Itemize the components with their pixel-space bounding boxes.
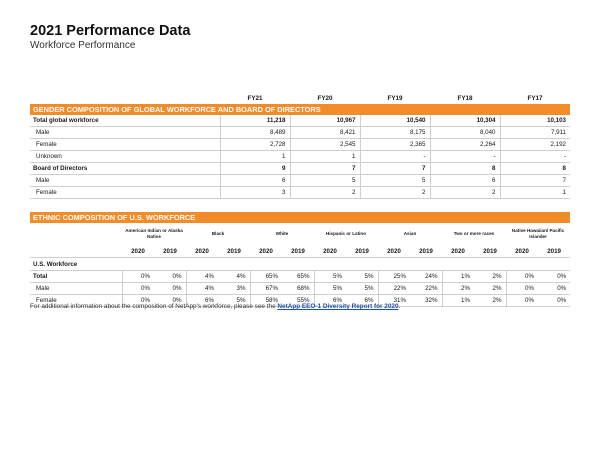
cell: 0% — [154, 295, 186, 307]
year-header: 2019 — [282, 245, 314, 258]
group-header: Native Hawaiian/ Pacific Islander — [511, 228, 565, 239]
cell: 0% — [122, 271, 154, 283]
table-row — [30, 127, 570, 139]
year-header: 2020 — [250, 245, 282, 258]
cell: 65% — [282, 271, 314, 283]
year-header: FY21 — [247, 94, 263, 102]
cell: 2 — [430, 187, 500, 199]
cell: 6% — [186, 295, 218, 307]
cell: 2,365 — [360, 139, 430, 151]
year-header: 2020 — [378, 245, 410, 258]
group-header: Black — [211, 231, 225, 236]
row-label: Unknown — [30, 151, 220, 163]
cell: 0% — [122, 283, 154, 295]
table-row — [30, 175, 570, 187]
year-header: FY18 — [457, 94, 473, 102]
cell: 8,489 — [220, 127, 290, 139]
cell: 0% — [122, 295, 154, 307]
year-header: 2020 — [186, 245, 218, 258]
year-header: FY17 — [527, 94, 543, 102]
ethnic-banner-label: ETHNIC COMPOSITION OF U.S. WORKFORCE — [30, 212, 570, 223]
year-header: FY19 — [387, 94, 403, 102]
cell: 22% — [378, 283, 410, 295]
cell: 1 — [500, 187, 570, 199]
year-header: 2019 — [410, 245, 442, 258]
section-banner — [30, 212, 570, 223]
cell: 10,103 — [500, 115, 570, 127]
cell: 8 — [430, 163, 500, 175]
cell: 24% — [410, 271, 442, 283]
cell: 4% — [218, 271, 250, 283]
cell: 11,218 — [220, 115, 290, 127]
cell: 5% — [314, 283, 346, 295]
cell: 2 — [360, 187, 430, 199]
cell: 10,540 — [360, 115, 430, 127]
ethnic-composition-table — [30, 212, 570, 307]
year-header: 2020 — [122, 245, 154, 258]
table-row — [30, 139, 570, 151]
row-label: Male — [30, 127, 220, 139]
row-label: Male — [30, 283, 122, 295]
cell: 8 — [500, 163, 570, 175]
eeo1-report-link[interactable]: NetApp EEO-1 Diversity Report for 2020 — [277, 303, 399, 310]
cell: 10,304 — [430, 115, 500, 127]
cell: 2% — [474, 295, 506, 307]
year-header: 2019 — [346, 245, 378, 258]
year-header: 2019 — [154, 245, 186, 258]
cell: 25% — [378, 271, 410, 283]
table-row — [30, 283, 570, 295]
cell: 58% — [250, 295, 282, 307]
row-label: Female — [30, 295, 122, 307]
cell: 4% — [186, 271, 218, 283]
group-header: White — [275, 231, 289, 236]
row-label: Female — [30, 139, 220, 151]
footnote — [30, 303, 400, 310]
cell: 8,421 — [290, 127, 360, 139]
cell: 2% — [442, 283, 474, 295]
cell: 1% — [442, 271, 474, 283]
footnote-text: For additional information about the composition of NetApp's workforce, please see the — [30, 303, 278, 310]
group-header-row — [30, 223, 570, 245]
section-banner — [30, 104, 570, 115]
header-spacer — [30, 245, 122, 258]
year-header: 2019 — [538, 245, 570, 258]
table-row — [30, 151, 570, 163]
cell: 0% — [506, 295, 538, 307]
year-header: 2020 — [506, 245, 538, 258]
table-row — [30, 163, 570, 175]
cell: 6% — [314, 295, 346, 307]
header-spacer — [30, 92, 220, 104]
fiscal-year-header-row — [30, 92, 570, 104]
cell: 2 — [290, 187, 360, 199]
page-title: 2021 Performance Data — [30, 23, 191, 39]
gender-banner-label: GENDER COMPOSITION OF GLOBAL WORKFORCE AND BOARD OF DIRECTORS — [30, 104, 570, 115]
cell: 6 — [430, 175, 500, 187]
cell: 6% — [346, 295, 378, 307]
cell: 2,192 — [500, 139, 570, 151]
cell: 8,175 — [360, 127, 430, 139]
table-row — [30, 271, 570, 283]
year-header: 2019 — [218, 245, 250, 258]
row-label: Female — [30, 187, 220, 199]
section-row — [30, 258, 570, 271]
gender-composition-table — [30, 92, 570, 199]
cell: 0% — [154, 271, 186, 283]
cell: 8,040 — [430, 127, 500, 139]
cell: 2,264 — [430, 139, 500, 151]
cell: 1 — [220, 151, 290, 163]
row-label: Total global workforce — [30, 115, 220, 127]
year-header: FY20 — [317, 94, 333, 102]
group-header: American Indian or Alaska Native — [125, 228, 183, 239]
table-row — [30, 187, 570, 199]
row-label: Board of Directors — [30, 163, 220, 175]
cell: 5% — [346, 271, 378, 283]
cell: - — [430, 151, 500, 163]
cell: 4% — [186, 283, 218, 295]
cell: 0% — [154, 283, 186, 295]
group-header: Hispanic or Latino — [325, 231, 367, 236]
cell: 0% — [506, 283, 538, 295]
cell: 5 — [290, 175, 360, 187]
cell: 9 — [220, 163, 290, 175]
cell: 2,728 — [220, 139, 290, 151]
year-header: 2020 — [314, 245, 346, 258]
cell: 3 — [220, 187, 290, 199]
cell: 7 — [500, 175, 570, 187]
cell: 2% — [474, 271, 506, 283]
row-label: Total — [30, 271, 122, 283]
cell: 2% — [474, 283, 506, 295]
group-header: Asian — [403, 231, 417, 236]
footnote-end: . — [398, 303, 401, 310]
cell: 55% — [282, 295, 314, 307]
cell: 5% — [346, 283, 378, 295]
cell: 0% — [538, 271, 570, 283]
cell: 6 — [220, 175, 290, 187]
cell: 5 — [360, 175, 430, 187]
year-header: 2020 — [442, 245, 474, 258]
year-header: 2019 — [474, 245, 506, 258]
cell: 0% — [538, 283, 570, 295]
header-spacer — [30, 223, 122, 245]
page-subtitle: Workforce Performance — [30, 40, 136, 51]
cell: 5% — [218, 295, 250, 307]
cell: 7 — [290, 163, 360, 175]
row-label: Male — [30, 175, 220, 187]
section-label: U.S. Workforce — [30, 258, 570, 271]
cell: 31% — [378, 295, 410, 307]
cell: 67% — [250, 283, 282, 295]
cell: 68% — [282, 283, 314, 295]
group-header: Two or more races — [453, 231, 495, 236]
cell: 32% — [410, 295, 442, 307]
cell: 5% — [314, 271, 346, 283]
cell: 22% — [410, 283, 442, 295]
year-header-row — [30, 245, 570, 258]
cell: 10,967 — [290, 115, 360, 127]
cell: 1 — [290, 151, 360, 163]
cell: 7 — [360, 163, 430, 175]
cell: - — [360, 151, 430, 163]
cell: 65% — [250, 271, 282, 283]
cell: 7,911 — [500, 127, 570, 139]
cell: 3% — [218, 283, 250, 295]
cell: 2,545 — [290, 139, 360, 151]
cell: 1% — [442, 295, 474, 307]
cell: 0% — [538, 295, 570, 307]
table-row — [30, 115, 570, 127]
cell: 0% — [506, 271, 538, 283]
cell: - — [500, 151, 570, 163]
